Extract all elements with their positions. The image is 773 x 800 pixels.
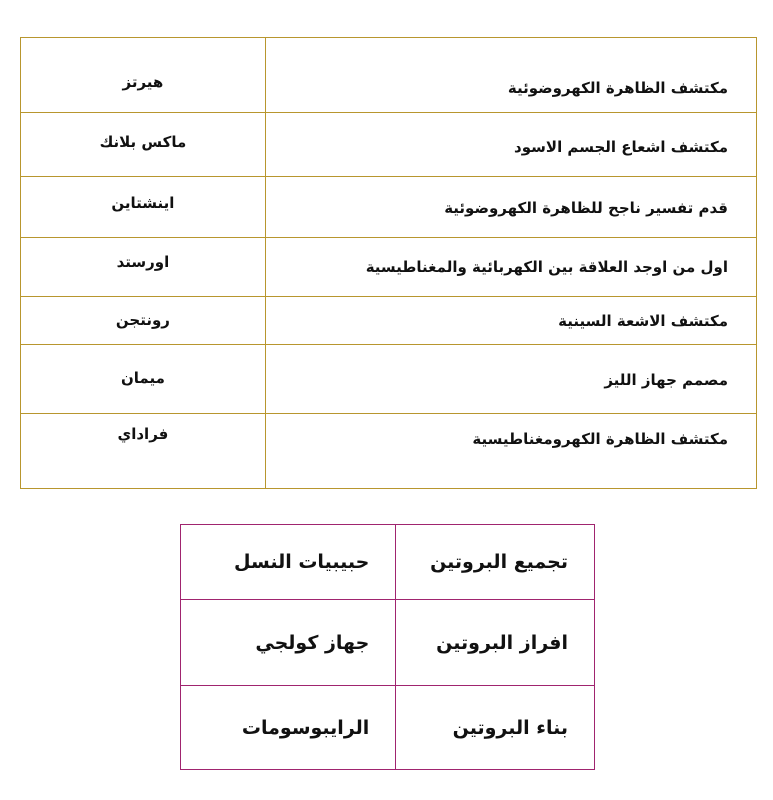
table-row (21, 113, 757, 177)
scientist-name: فراداي (117, 425, 169, 443)
table-row (21, 38, 757, 113)
description-text: مكتشف الظاهرة الكهروضوئية (507, 79, 728, 97)
organelle-cell: جهاز كولجي (181, 600, 396, 686)
table-row (21, 414, 757, 489)
process-cell: تجميع البروتين (396, 525, 595, 600)
table-row (181, 686, 595, 770)
table-row (21, 177, 757, 238)
description-cell (265, 113, 756, 177)
process-cell: افراز البروتين (396, 600, 595, 686)
scientist-cell (21, 38, 266, 113)
scientist-name: ماكس بلانك (99, 133, 187, 151)
scientist-name: ميمان (120, 369, 165, 387)
description-cell (265, 414, 756, 489)
scientist-cell (21, 345, 266, 414)
description-cell (265, 177, 756, 238)
scientist-name: رونتجن (115, 311, 170, 329)
process-cell: بناء البروتين (396, 686, 595, 770)
description-text: اول من اوجد العلاقة بين الكهربائية والمغناطيسية (365, 258, 728, 276)
description-text: مكتشف الظاهرة الكهرومغناطيسية (472, 430, 728, 448)
description-text: مكتشف الاشعة السينية (558, 312, 728, 330)
scientist-cell (21, 238, 266, 297)
scientist-cell (21, 414, 266, 489)
scientist-name: اينشتاين (111, 194, 175, 212)
description-text: قدم تفسير ناجح للظاهرة الكهروضوئية (444, 199, 728, 217)
description-cell (265, 345, 756, 414)
table-row (21, 238, 757, 297)
organelle-cell: حبيبيات النسل (181, 525, 396, 600)
table-row (21, 297, 757, 345)
scientist-cell (21, 297, 266, 345)
scientist-name: هيرتز (122, 73, 164, 91)
scientists-table (20, 37, 757, 489)
description-cell (265, 238, 756, 297)
table-row (21, 345, 757, 414)
description-text: مصمم جهاز الليز (604, 371, 728, 389)
table-row (181, 600, 595, 686)
table-row (181, 525, 595, 600)
description-cell (265, 38, 756, 113)
scientist-name: اورستد (116, 253, 170, 271)
organelles-table (180, 524, 595, 770)
organelle-cell: الرايبوسومات (181, 686, 396, 770)
scientist-cell (21, 177, 266, 238)
scientist-cell (21, 113, 266, 177)
description-text: مكتشف اشعاع الجسم الاسود (514, 138, 728, 156)
description-cell (265, 297, 756, 345)
